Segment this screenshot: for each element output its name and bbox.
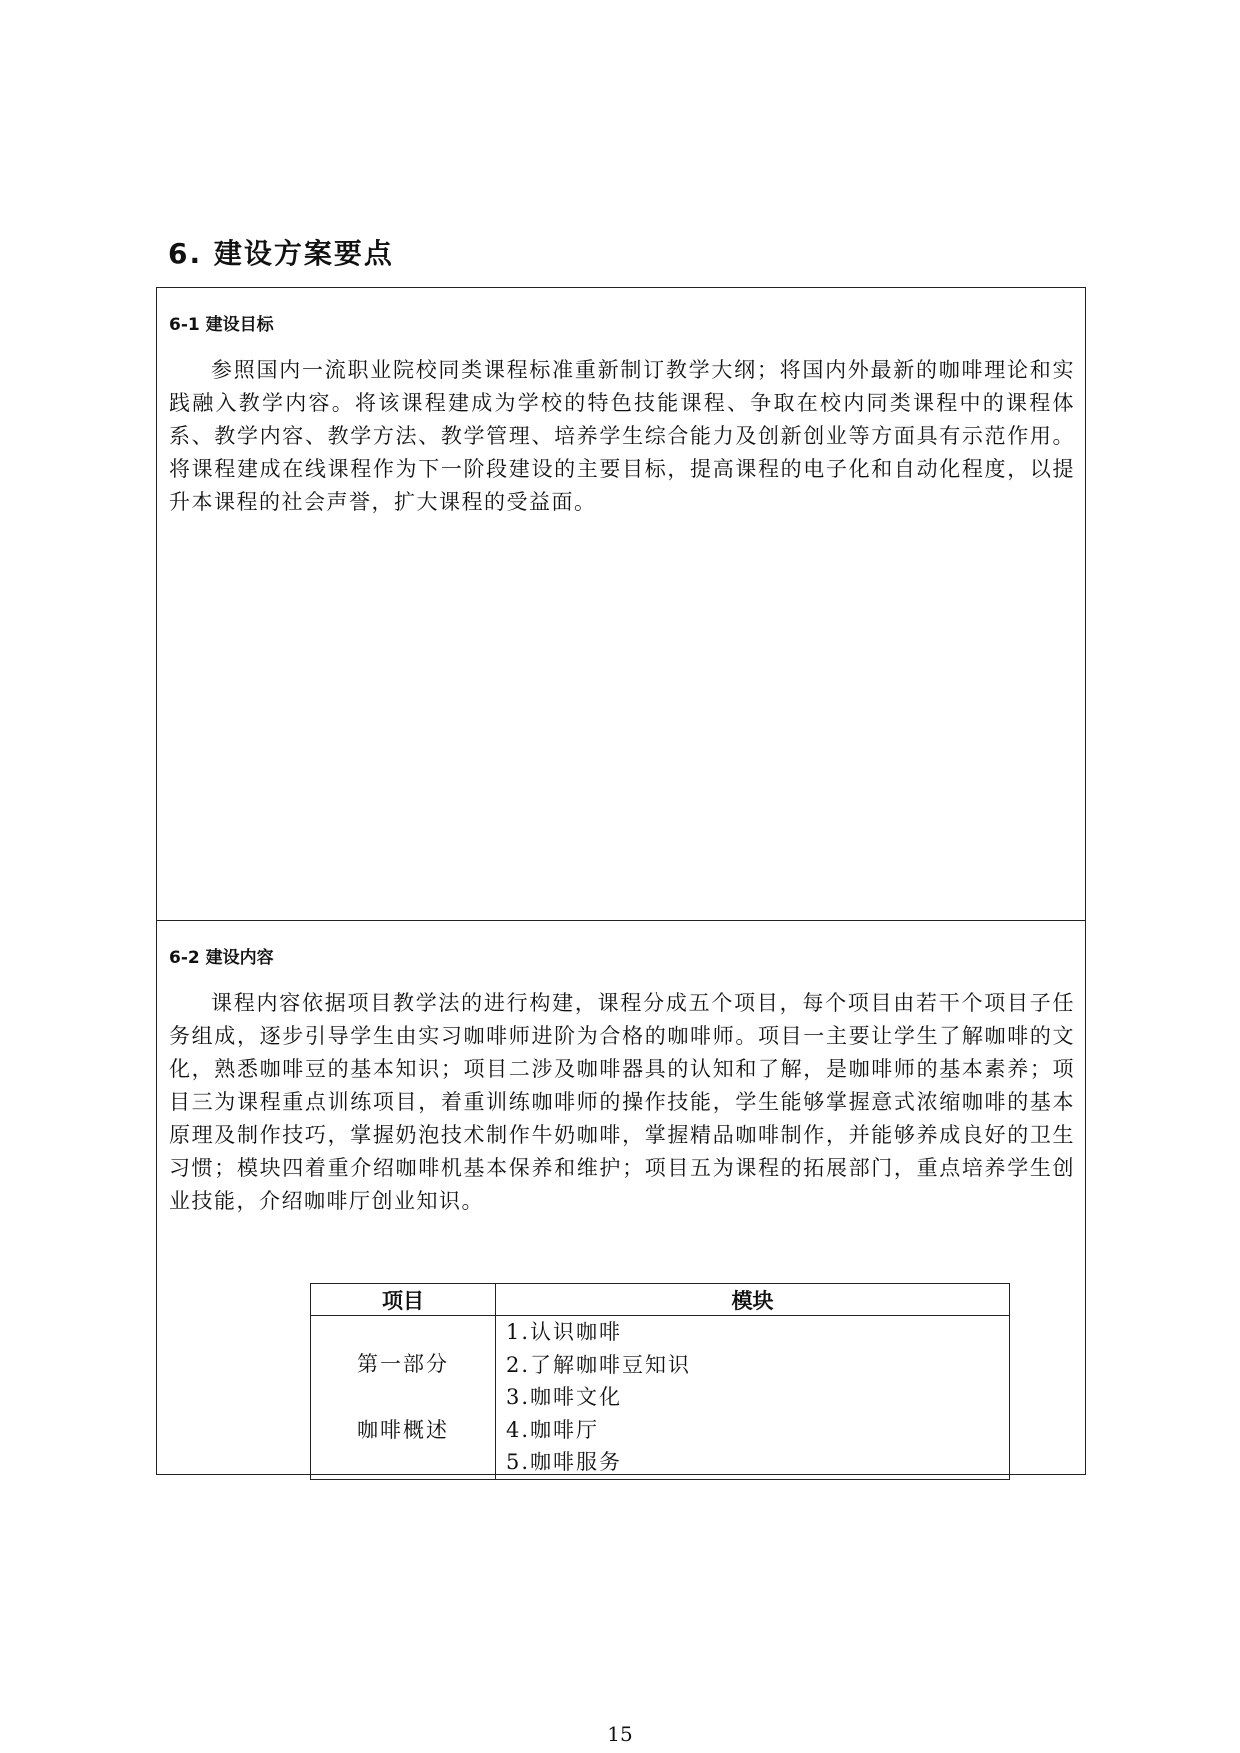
module-table-header-row [311,1284,1010,1316]
module-table [310,1283,1010,1480]
module-item: 1.认识咖啡 [506,1320,623,1344]
section-goals-text: 参照国内一流职业院校同类课程标准重新制订教学大纲；将国内外最新的咖啡理论和实践融入教学内容。将该课程建成为学校的特色技能课程、争取在校内同类课程中的课程体系、教学内容、教学方法、教学管理、培养学生综合能力及创新创业等方面具有示范作用。将课程建成在线课程作为下一阶段建设的主要目标，提高课程的电子化和自动化程度，以提升本课程的社会声誉，扩大课程的受益面。 [169,358,1075,514]
plan-table [156,287,1086,1475]
section-goals-title: 6-1 建设目标 [169,315,274,335]
project-name: 咖啡概述 [357,1418,449,1442]
section-goals [157,288,1085,921]
section-content [157,921,1085,1476]
page-heading: 6. 建设方案要点 [168,237,394,270]
header-project: 项目 [311,1284,496,1316]
project-part: 第一部分 [357,1352,449,1376]
table-row [311,1316,1010,1480]
page-number: 15 [607,1722,633,1746]
modules-cell [496,1316,1010,1480]
header-module: 模块 [496,1284,1010,1316]
module-item: 3.咖啡文化 [506,1385,623,1409]
project-cell [311,1316,496,1480]
section-content-title: 6-2 建设内容 [169,948,274,968]
module-item: 4.咖啡厅 [506,1417,600,1442]
module-item: 2.了解咖啡豆知识 [506,1352,692,1377]
module-item: 5.咖啡服务 [506,1450,623,1474]
section-content-text: 课程内容依据项目教学法的进行构建，课程分成五个项目，每个项目由若干个项目子任务组成，逐步引导学生由实习咖啡师进阶为合格的咖啡师。项目一主要让学生了解咖啡的文化，熟悉咖啡豆的基本知识；项目二涉及咖啡器具的认知和了解，是咖啡师的基本素养；项目三为课程重点训练项目，着重训练咖啡师的操作技能，学生能够掌握意式浓缩咖啡的基本原理及制作技巧，掌握奶泡技术制作牛奶咖啡，掌握精品咖啡制作，并能够养成良好的卫生习惯；模块四着重介绍咖啡机基本保养和维护；项目五为课程的拓展部门，重点培养学生创业技能，介绍咖啡厅创业知识。 [169,991,1075,1213]
